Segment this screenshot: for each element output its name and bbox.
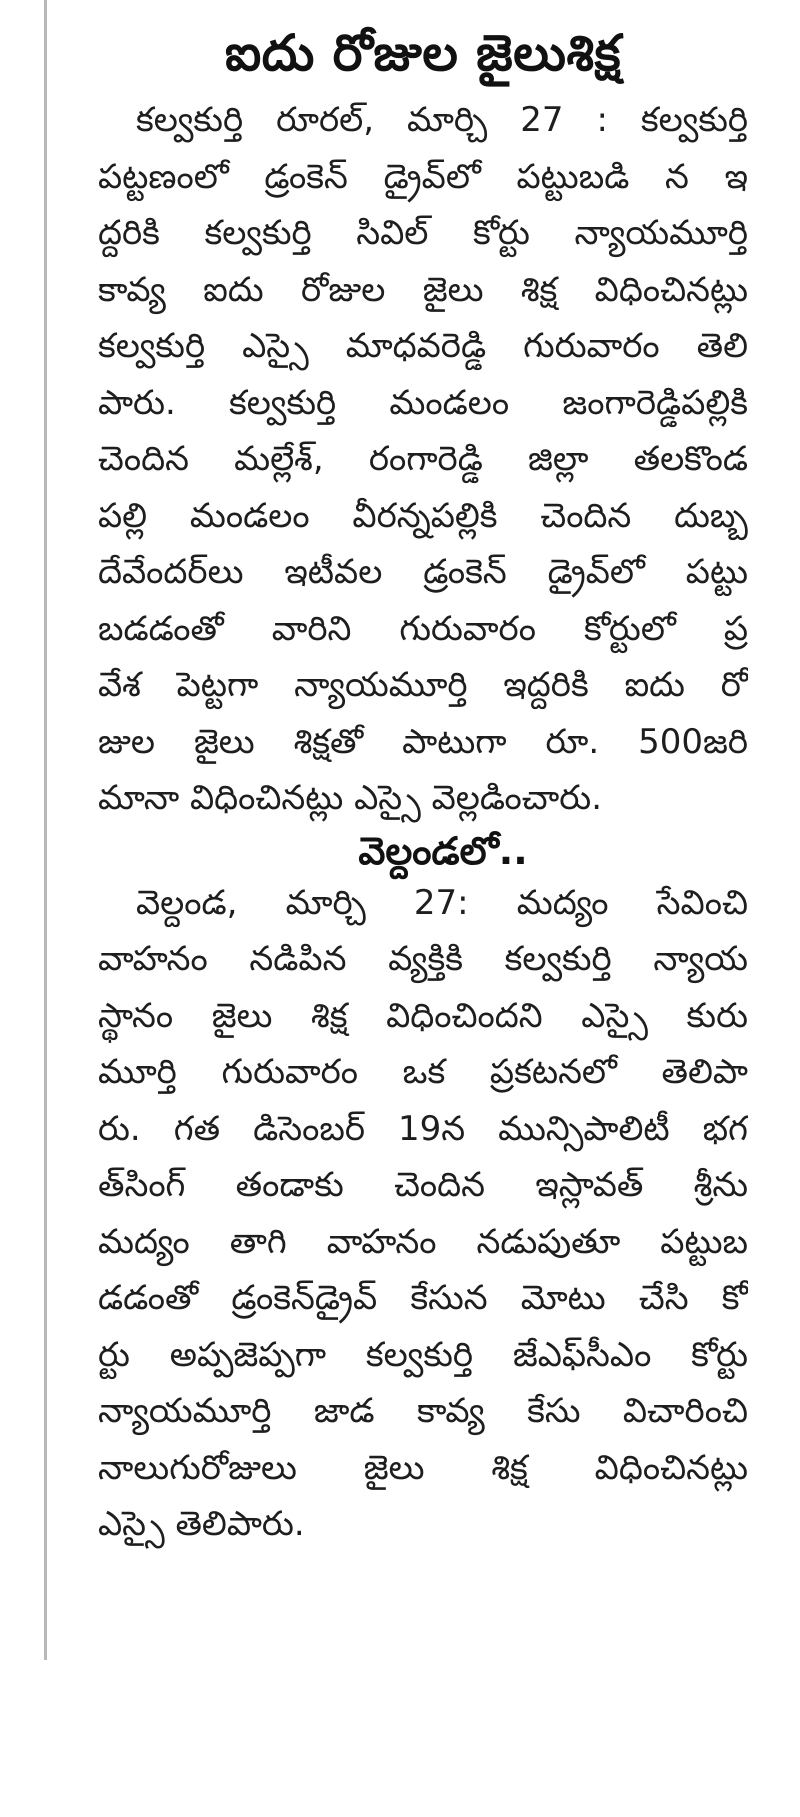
- text-line: మూర్తి గురువారం ఒక ప్రకటనలో తెలిపా: [98, 1052, 748, 1092]
- text-line: స్థానం జైలు శిక్ష విధించిందని ఎస్సై కురు: [98, 995, 748, 1036]
- text-line: దేవేందర్‌లు ఇటీవల డ్రంకెన్ డ్రైవ్‌లో పట్టు: [98, 552, 748, 592]
- text-line: రు. గత డిసెంబర్ 19న మున్సిపాలిటీ భగ: [98, 1108, 748, 1149]
- news-clipping: [98, 18, 748, 1553]
- text-line: త్‌సింగ్ తండాకు చెందిన ఇస్లావత్ శ్రీను: [98, 1165, 748, 1205]
- headline: ఐదు రోజుల జైలుశిక్ష: [224, 24, 622, 82]
- text-line: జుల జైలు శిక్షతో పాటుగా రూ. 500జరి: [98, 721, 748, 762]
- text-line: వాహనం నడిపిన వ్యక్తికి కల్వకుర్తి న్యాయ: [98, 939, 748, 979]
- text-line: డడంతో డ్రంకెన్‌డ్రైవ్ కేసున మోటు చేసి కో: [98, 1278, 748, 1318]
- text-line: నాలుగురోజులు జైలు శిక్ష విధించినట్లు: [98, 1447, 748, 1488]
- subheading: వెల్దండలో..: [358, 828, 528, 873]
- text-line: మద్యం తాగి వాహనం నడుపుతూ పట్టుబ: [98, 1221, 748, 1262]
- text-line: పట్టణంలో డ్రంకెన్ డ్రైవ్‌లో పట్టుబడి న ఇ: [98, 156, 748, 197]
- text-line: పల్లి మండలం వీరన్నపల్లికి చెందిన దుబ్బ: [98, 495, 748, 536]
- text-line: పారు. కల్వకుర్తి మండలం జంగారెడ్డిపల్లికి: [98, 382, 748, 423]
- text-line: కావ్య ఐదు రోజుల జైలు శిక్ష విధించినట్లు: [98, 269, 748, 310]
- text-line: కల్వకుర్తి రూరల్, మార్చి 27 : కల్వకుర్తి: [136, 100, 748, 140]
- text-line: చెందిన మల్లేశ్, రంగారెడ్డి జిల్లా తలకొండ: [98, 439, 748, 479]
- paragraph-veldanda: [98, 875, 748, 1553]
- text-line: కల్వకుర్తి ఎస్సై మాధవరెడ్డి గురువారం తెలి: [98, 326, 748, 366]
- text-line: బడడంతో వారిని గురువారం కోర్టులో ప్ర: [98, 608, 748, 649]
- text-line: న్యాయమూర్తి జాడ కావ్య కేసు విచారించి: [98, 1391, 748, 1431]
- text-line: ర్టు అప్పజెప్పగా కల్వకుర్తి జేఎఫ్‌సీఎం కోర్టు: [98, 1334, 748, 1375]
- text-line: వేశ పెట్టగా న్యాయమూర్తి ఇద్దరికి ఐదు రో: [98, 665, 748, 705]
- text-line: మానా విధించినట్లు ఎస్సై వెల్లడించారు.: [98, 778, 602, 818]
- column-rule: [44, 0, 47, 1660]
- text-line: ద్దరికి కల్వకుర్తి సివిల్ కోర్టు న్యాయమూర్తి: [98, 213, 748, 253]
- paragraph-kalwakurthy: [98, 92, 748, 827]
- text-line: వెల్దండ, మార్చి 27: మద్యం సేవించి: [136, 882, 748, 923]
- text-line: ఎస్సై తెలిపారు.: [98, 1504, 305, 1544]
